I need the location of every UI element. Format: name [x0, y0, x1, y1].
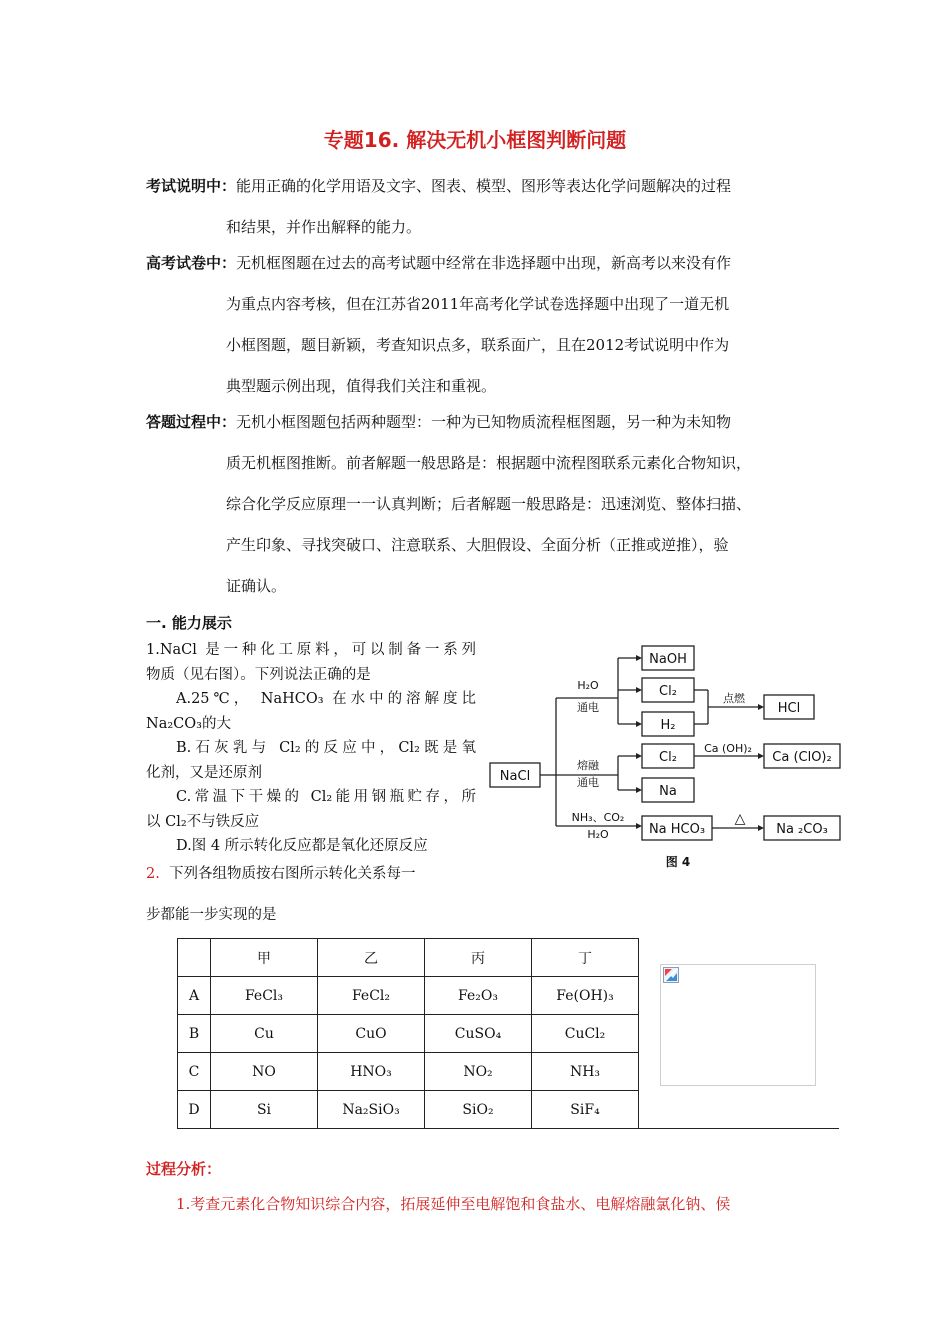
option-a-cont: Na₂CO₃的大 — [146, 715, 231, 732]
divider — [177, 1128, 839, 1129]
table-cell: SiO₂ — [425, 1091, 532, 1129]
section-text: 和结果，并作出解释的能力。 — [226, 218, 422, 236]
table-cell: A — [178, 977, 211, 1015]
section-text: 能用正确的化学用语及文字、图表、模型、图形等表达化学问题解决的过程 — [236, 177, 732, 195]
question-text: 1.NaCl 是一种化工原料，可以制备一系列 — [146, 642, 476, 658]
option-d: D.图 4 所示转化反应都是氧化还原反应 — [176, 838, 428, 854]
analysis-heading: 过程分析： — [146, 1160, 222, 1178]
table-cell: Fe₂O₃ — [425, 977, 532, 1015]
section-text: 质无机框图推断。前者解题一般思路是：根据题中流程图联系元素化合物知识， — [226, 454, 752, 472]
table-header-cell: 甲 — [211, 939, 318, 977]
table-cell: Fe(OH)₃ — [532, 977, 639, 1015]
label-na: Na — [659, 784, 677, 799]
table-row — [178, 1053, 639, 1091]
flow-diagram — [488, 640, 858, 875]
question-text: 步都能一步实现的是 — [146, 907, 277, 923]
label-na2co3: Na ₂CO₃ — [776, 822, 828, 837]
analysis-text: 1.考查元素化合物知识综合内容，拓展延伸至电解饱和食盐水、电解熔融氯化钠、侯 — [176, 1195, 731, 1213]
part-heading: 一. 能力展示 — [146, 614, 232, 632]
table-cell: FeCl₂ — [318, 977, 425, 1015]
diagram-caption: 图 4 — [665, 855, 691, 869]
section-label: 高考试卷中： — [146, 254, 237, 272]
options-table — [177, 938, 639, 1129]
table-cell: CuO — [318, 1015, 425, 1053]
option-c: C.常温下干燥的 Cl₂能用钢瓶贮存，所 — [176, 789, 476, 805]
option-b: B.石灰乳与 Cl₂的反应中，Cl₂既是氧 — [176, 740, 476, 756]
table-row — [178, 1091, 639, 1129]
label-nacl: NaCl — [499, 769, 531, 784]
label-hcl: HCl — [777, 701, 801, 716]
cond-electro2: 通电 — [577, 776, 599, 789]
table-cell: CuCl₂ — [532, 1015, 639, 1053]
option-c-cont: 以 Cl₂不与铁反应 — [146, 813, 260, 830]
section-text: 证确认。 — [226, 577, 287, 595]
table-row — [178, 977, 639, 1015]
table-cell: CuSO₄ — [425, 1015, 532, 1053]
section-label: 考试说明中： — [146, 177, 237, 195]
section-label: 答题过程中： — [146, 413, 237, 431]
table-header-row — [178, 939, 639, 977]
cond-caoh2: Ca (OH)₂ — [704, 742, 752, 755]
table-header-cell: 丙 — [425, 939, 532, 977]
table-row — [178, 1015, 639, 1053]
question-2 — [146, 862, 476, 886]
table-header-cell — [178, 939, 211, 977]
section-text: 为重点内容考核，但在江苏省2011年高考化学试卷选择题中出现了一道无机 — [226, 295, 730, 313]
table-cell: FeCl₃ — [211, 977, 318, 1015]
question-text: 下列各组物质按右图所示转化关系每一 — [169, 866, 416, 882]
cond-molten: 熔融 — [577, 759, 599, 772]
section-text: 典型题示例出现，值得我们关注和重视。 — [226, 377, 497, 395]
table-cell: Si — [211, 1091, 318, 1129]
label-naoh: NaOH — [649, 652, 687, 667]
table-cell: NO — [211, 1053, 318, 1091]
answer-process-section — [146, 402, 826, 607]
table-cell: B — [178, 1015, 211, 1053]
question-1 — [146, 638, 476, 859]
option-b-cont: 化剂，又是还原剂 — [146, 764, 262, 781]
label-cl2-top: Cl₂ — [659, 684, 677, 699]
cond-electro: 通电 — [577, 701, 599, 714]
section-text: 小框图题，题目新颖，考查知识点多，联系面广，且在2012考试说明中作为 — [226, 336, 730, 354]
table-cell: Cu — [211, 1015, 318, 1053]
label-nahco3: Na HCO₃ — [648, 822, 706, 837]
table-cell: C — [178, 1053, 211, 1091]
cond-h2o-bottom: H₂O — [587, 828, 609, 841]
exam-description-section — [146, 166, 826, 248]
table-cell: SiF₄ — [532, 1091, 639, 1129]
table-cell: D — [178, 1091, 211, 1129]
table-header-cell: 乙 — [318, 939, 425, 977]
table-cell: NO₂ — [425, 1053, 532, 1091]
table-cell: HNO₃ — [318, 1053, 425, 1091]
cond-heat: △ — [734, 811, 746, 827]
table-cell: NH₃ — [532, 1053, 639, 1091]
broken-image-icon — [663, 967, 679, 983]
question-number: 2. — [146, 866, 160, 882]
page-title: 专题16. 解决无机小框图判断问题 — [323, 128, 627, 152]
section-text: 无机框图题在过去的高考试题中经常在非选择题中出现，新高考以来没有作 — [236, 254, 732, 272]
cond-h2o: H₂O — [577, 679, 599, 692]
label-caclo2: Ca (ClO)₂ — [772, 750, 832, 765]
table-header-cell: 丁 — [532, 939, 639, 977]
option-a: A.25℃， NaHCO₃ 在水中的溶解度比 — [176, 691, 476, 707]
section-text: 综合化学反应原理一一认真判断；后者解题一般思路是：迅速浏览、整体扫描、 — [226, 495, 752, 513]
label-h2: H₂ — [660, 718, 676, 733]
section-text: 无机小框图题包括两种题型：一种为已知物质流程框图题，另一种为未知物 — [236, 413, 732, 431]
label-cl2-mid: Cl₂ — [659, 750, 677, 765]
broken-image-placeholder — [660, 964, 816, 1086]
question-text: 物质（见右图）。下列说法正确的是 — [146, 666, 371, 683]
section-text: 产生印象、寻找突破口、注意联系、大胆假设、全面分析（正推或逆推），验 — [226, 536, 729, 554]
exam-paper-section — [146, 243, 826, 407]
table-cell: Na₂SiO₃ — [318, 1091, 425, 1129]
cond-nh3co2: NH₃、CO₂ — [571, 811, 625, 824]
cond-burn: 点燃 — [723, 692, 745, 705]
